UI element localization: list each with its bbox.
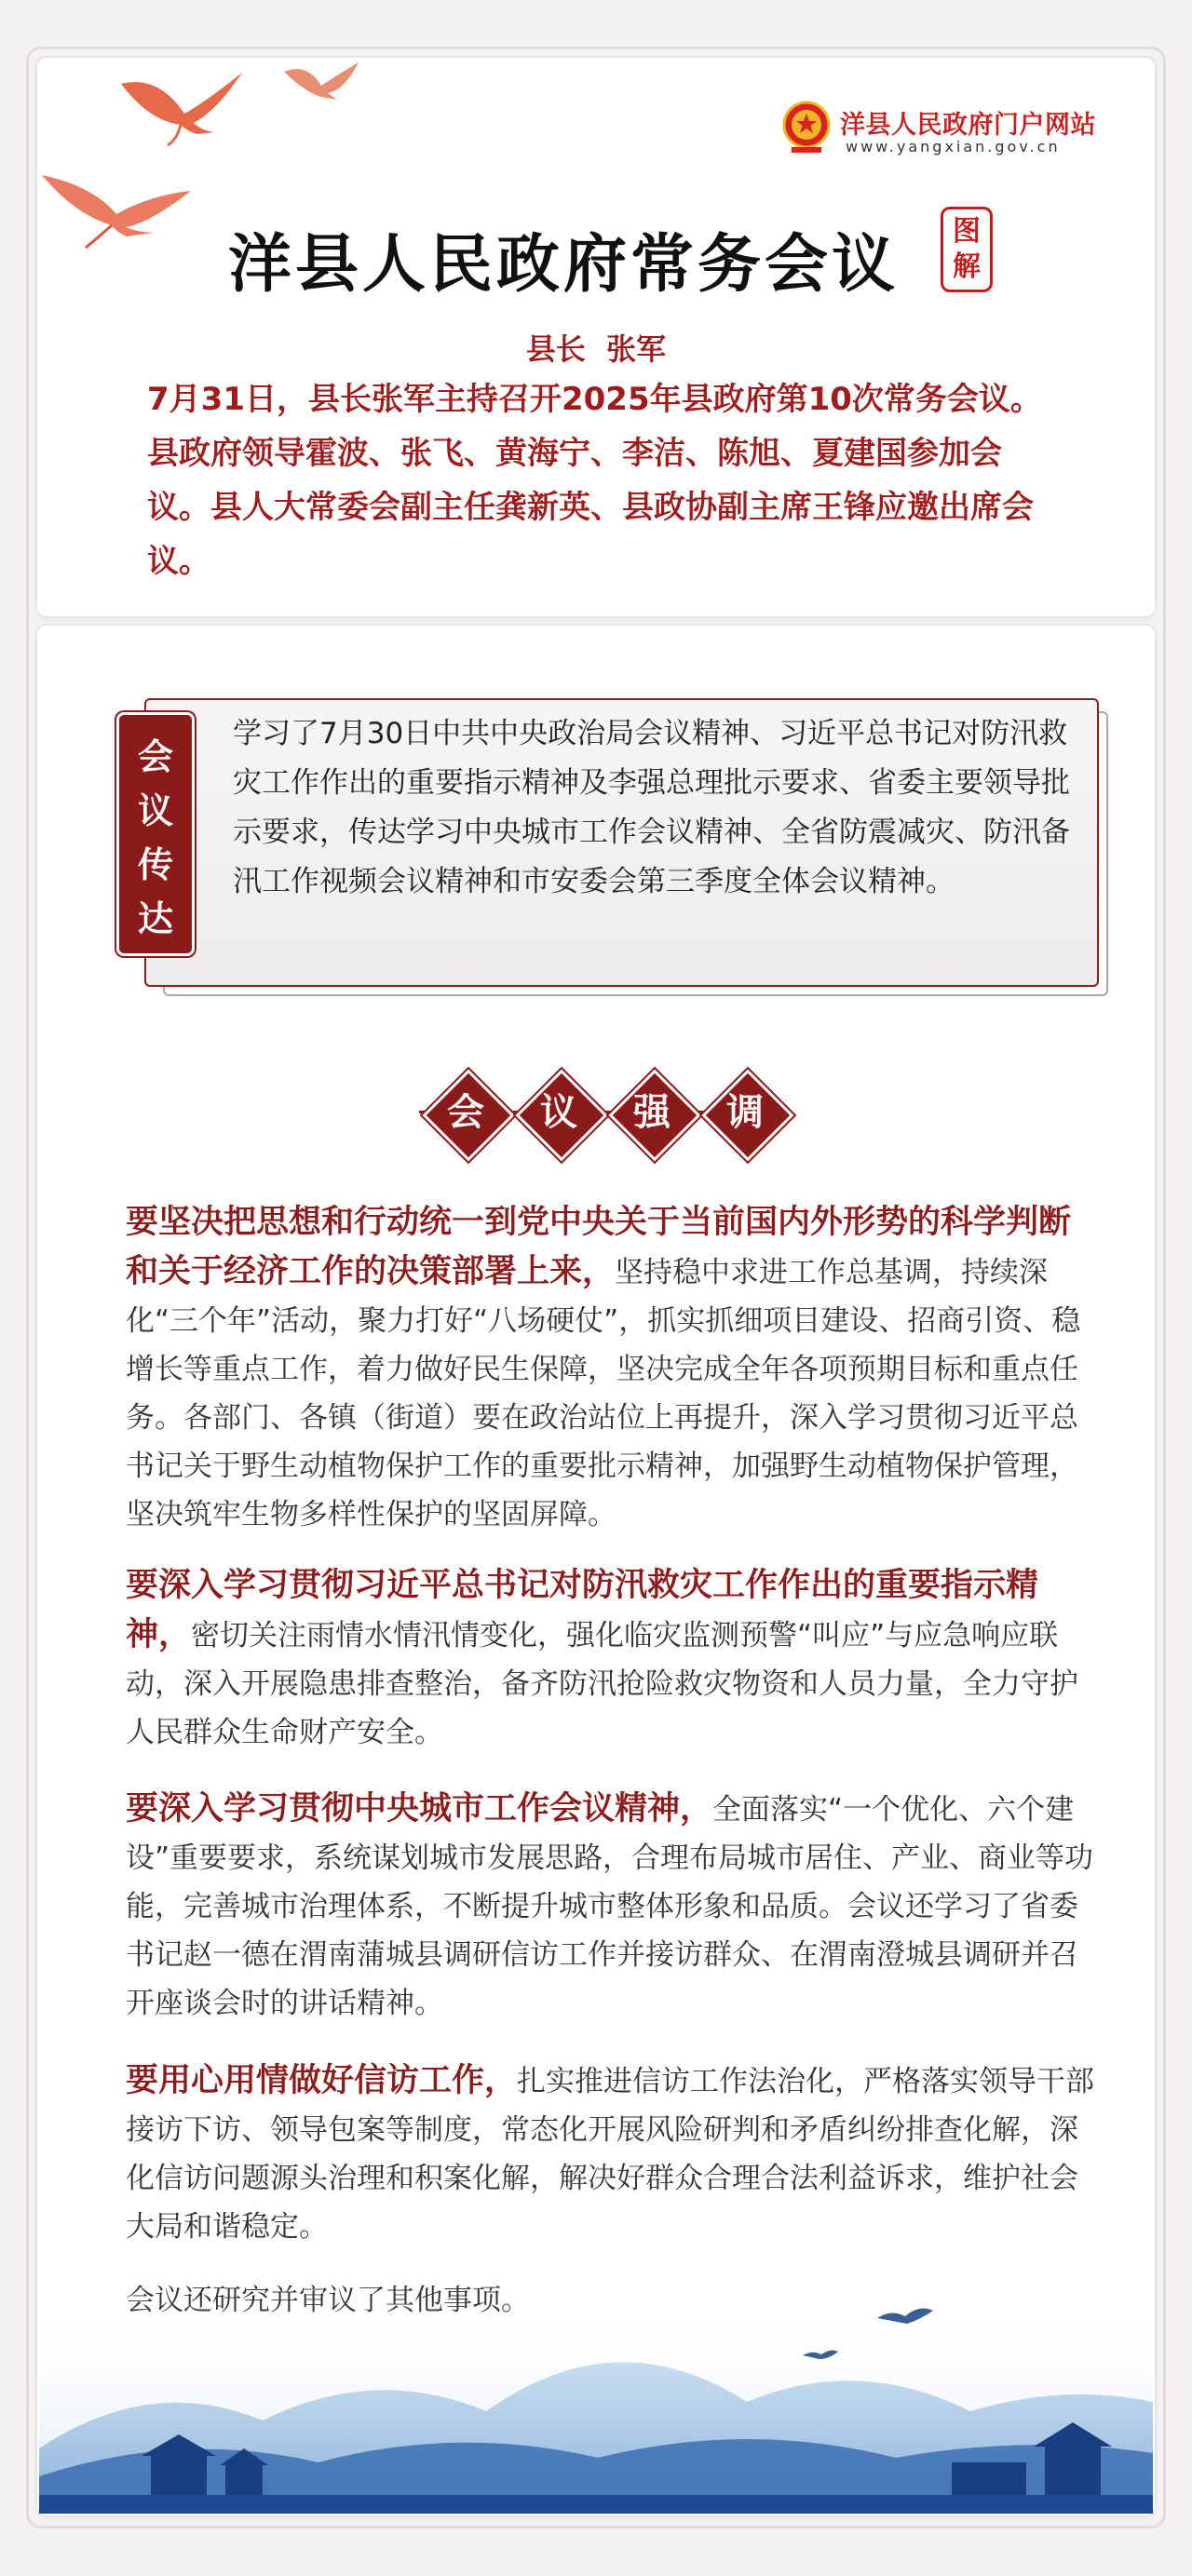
stress-paragraph: [126, 1561, 1094, 1757]
crane-bird-icon: [112, 65, 251, 149]
paragraph-lead: 要坚决把思想和行动统一到党中央关于当前国内外形势的科学判断和关于经济工作的决策部署上来，: [126, 1204, 1072, 1290]
tujie-seal: [941, 207, 993, 292]
national-emblem-icon: [782, 101, 831, 155]
intro-paragraph: 7月31日，县长张军主持召开2025年县政府第10次常务会议。县政府领导霍波、张飞、黄海宁、李洁、陈旭、夏建国参加会议。县人大常委会副主任龚新英、县政协副主席王锋应邀出席会议。: [147, 381, 1042, 580]
stress-char: 调: [726, 1091, 764, 1134]
paragraph-lead: 要用心用情做好信访工作，: [126, 2062, 518, 2099]
paragraph-lead: 要深入学习贯彻中央城市工作会议精神，: [126, 1790, 713, 1827]
tag-char: 传: [137, 843, 173, 885]
stress-paragraph: [126, 1198, 1094, 1539]
stress-diamond: [428, 1075, 503, 1150]
paragraph-body: 坚持稳中求进工作总基调，持续深化“三个年”活动，聚力打好“八场硬仗”，抓实抓细项目建设、招商引资、稳增长等重点工作，着力做好民生保障，坚决完成全年各项预期目标和重点任务。各部门、各镇（街道）要在政治站位上再提升，深入学习贯彻习近平总书记关于野生动植物保护工作的重要批示精神，加强野生动植物保护管理，坚决筑牢生物多样性保护的坚固屏障。: [126, 1256, 1081, 1531]
paragraph-body: 密切关注雨情水情汛情变化，强化临灾监测预警“叫应”与应急响应联动，深入开展隐患排查整治，备齐防汛抢险救灾物资和人员力量，全力守护人民群众生命财产安全。: [126, 1619, 1078, 1749]
paragraph-body: 扎实推进信访工作法治化，严格落实领导干部接访下访、领导包案等制度，常态化开展风险研判和矛盾纠纷排查化解，深化信访问题源头治理和积案化解，解决好群众合理合法利益诉求，维护社会大局和谐稳定。: [126, 2065, 1095, 2244]
stress-diamond: [708, 1075, 782, 1150]
stress-paragraph: [126, 1785, 1094, 2028]
seal-char: 解: [953, 250, 981, 283]
site-url: www.yangxian.gov.cn: [846, 138, 1061, 155]
page-title: 洋县人民政府常务会议: [227, 228, 899, 302]
tag-char: 达: [137, 897, 173, 939]
crane-bird-icon: [279, 58, 363, 109]
stress-char: 议: [540, 1091, 577, 1134]
tag-char: 会: [137, 735, 173, 777]
stress-paragraph: [126, 2057, 1094, 2251]
stress-char: 会: [447, 1091, 484, 1134]
meeting-stress-header: [419, 1066, 792, 1159]
site-logo[interactable]: [782, 101, 1099, 160]
byline: 县长 张军: [525, 331, 667, 367]
landscape-scenery: [39, 2262, 1153, 2514]
tag-char: 议: [137, 789, 173, 831]
stress-diamond: [522, 1075, 596, 1150]
seal-char: 图: [953, 215, 981, 248]
convey-tag: [116, 712, 195, 956]
site-name: 洋县人民政府门户网站: [840, 111, 1096, 140]
stress-char: 强: [633, 1091, 670, 1134]
paragraph-body: 全面落实“一个优化、六个建设”重要要求，系统谋划城市发展思路，合理布局城市居住、产业、商业等功能，完善城市治理体系，不断提升城市整体形象和品质。会议还学习了省委书记赵一德在渭南蒲城县调研信访工作并接访群众、在渭南澄城县调研并召开座谈会时的讲话精神。: [126, 1793, 1094, 2020]
meeting-convey-box: [116, 689, 1099, 987]
stress-diamond: [615, 1075, 689, 1150]
convey-text: 学习了7月30日中共中央政治局会议精神、习近平总书记对防汛救灾工作作出的重要指示精神及李强总理批示要求、省委主要领导批示要求，传达学习中央城市工作会议精神、全省防震减灾、防汛备汛工作视频会议精神和市安委会第三季度全体会议精神。: [233, 717, 1070, 898]
paragraph-lead: 要深入学习贯彻习近平总书记对防汛救灾工作作出的重要指示精神，: [126, 1567, 1039, 1653]
